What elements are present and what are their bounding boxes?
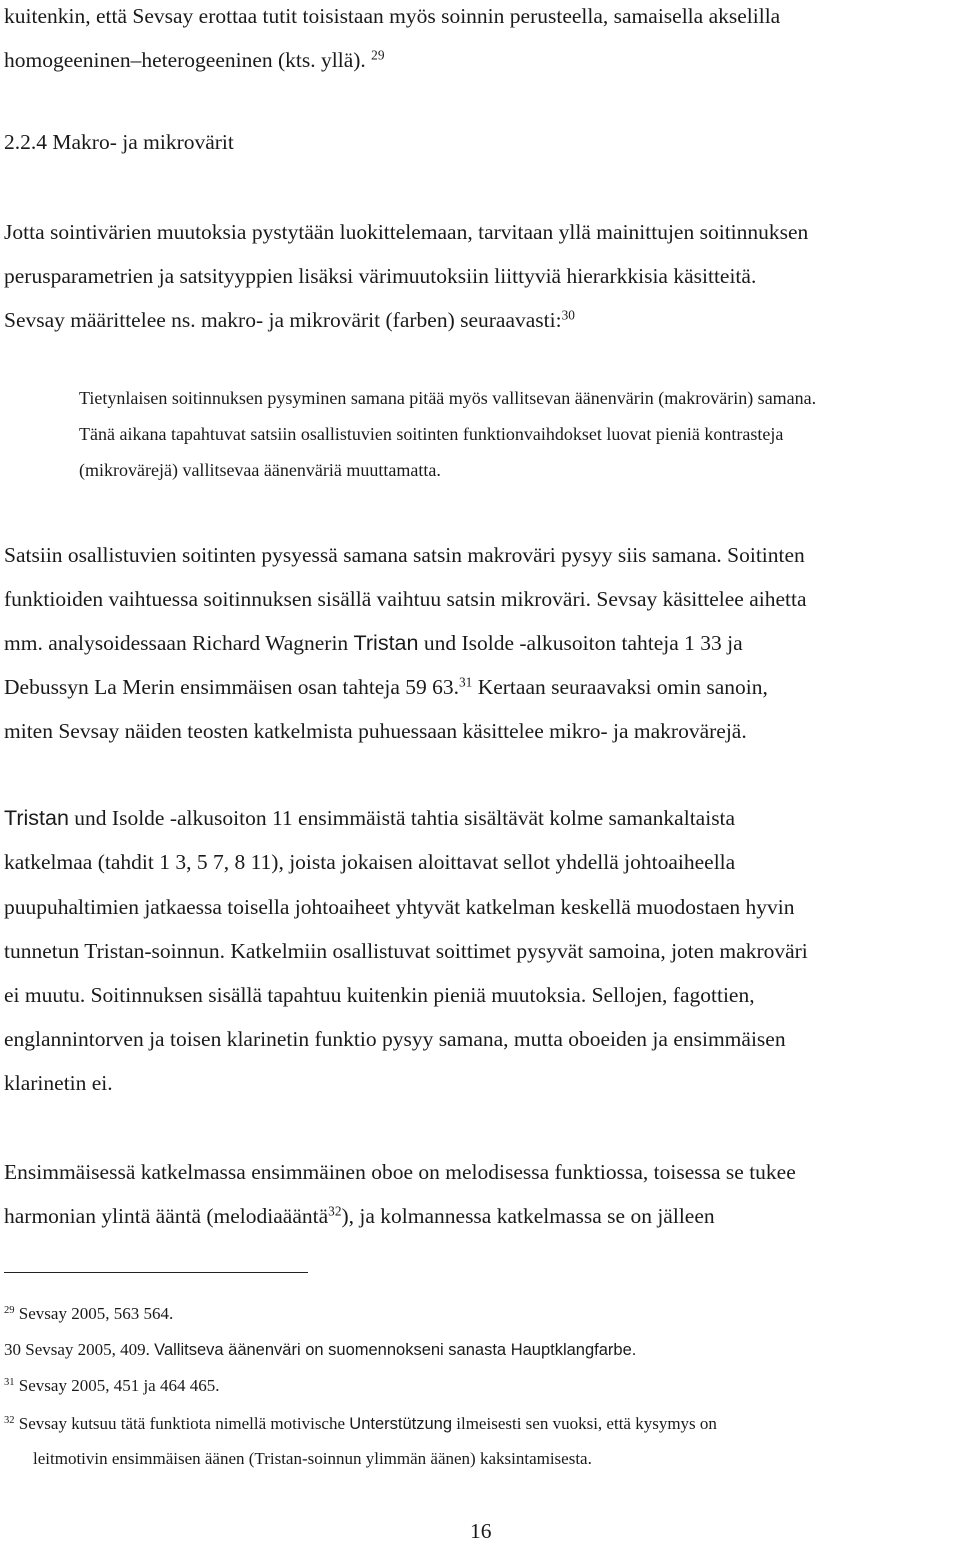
paragraph-3-line-4: tunnetun Tristan-soinnun. Katkelmiin osallistuvat soittimet pysyvät samoina, joten makroväri — [4, 939, 808, 963]
paragraph-4-line-1: Ensimmäisessä katkelmassa ensimmäinen oboe on melodisessa funktiossa, toisessa se tukee — [4, 1160, 796, 1184]
page-number: 16 — [470, 1519, 492, 1543]
paragraph-2-line-2: funktioiden vaihtuessa soitinnuksen sisällä vaihtuu satsin mikroväri. Sevsay käsittelee aihetta — [4, 587, 807, 611]
block-quote-line-2: Tänä aikana tapahtuvat satsiin osallistuvien soitinten funktionvaihdokset luovat pieniä kontrasteja — [79, 424, 784, 444]
paragraph-3-line-1: Tristan und Isolde -alkusoiton 11 ensimmäistä tahtia sisältävät kolme samankaltaista — [4, 806, 736, 830]
paragraph-3-line-7: klarinetin ei. — [4, 1071, 113, 1095]
footnote-32: $^{32}$ Sevsay kutsuu tätä funktiota nimellä motivische Unterstützung ilmeisesti sen vuoksi, että kysymys on — [4, 1414, 717, 1433]
paragraph-3-line-3: puupuhaltimien jatkaessa toisella johtoaiheet yhtyvät katkelman keskellä muodostaen hyvin — [4, 895, 795, 919]
paragraph-2-line-1: Satsiin osallistuvien soitinten pysyessä samana satsin makroväri pysyy siis samana. Soitinten — [4, 543, 805, 567]
intro-line-1: kuitenkin, että Sevsay erottaa tutit toisistaan myös soinnin perusteella, samaisella akselilla — [4, 4, 781, 28]
footnote-separator — [4, 1272, 308, 1273]
footnote-30: 30 Sevsay 2005, 409. Vallitseva äänenväri on suomennokseni sanasta Hauptklangfarbe. — [4, 1340, 637, 1359]
paragraph-1-line-3: Sevsay määrittelee ns. makro- ja mikrovärit (farben) seuraavasti:$^{30}$ — [4, 307, 575, 332]
work-title-tristan: Tristan — [353, 631, 419, 655]
section-heading: 2.2.4 Makro- ja mikrovärit — [4, 130, 234, 154]
footnote-29: $^{29}$ Sevsay 2005, 563 564. — [4, 1304, 174, 1323]
footnote-31: $^{31}$ Sevsay 2005, 451 ja 464 465. — [4, 1376, 220, 1395]
work-title-tristan: Tristan — [4, 806, 69, 830]
footnote-ref-32[interactable]: 32 — [328, 1203, 342, 1219]
paragraph-1-line-2: perusparametrien ja satsityyppien lisäksi värimuutoksiin liittyviä hierarkkisia käsitteitä. — [4, 264, 757, 288]
paragraph-2-line-4: Debussyn La Merin ensimmäisen osan tahteja 59 63.31 Kertaan seuraavaksi omin sanoin, — [4, 674, 768, 699]
paragraph-4-line-2: harmonian ylintä ääntä (melodiaääntä$^{32}$), ja kolmannessa katkelmassa se on jälleen — [4, 1203, 715, 1228]
footnote-ref-31[interactable]: 31 — [459, 674, 473, 690]
block-quote-line-3: (mikrovärejä) vallitsevaa äänenväriä muuttamatta. — [79, 460, 441, 480]
intro-line-2: homogeeninen–heterogeeninen (kts. yllä). $^{29}$ — [4, 47, 385, 72]
paragraph-3-line-6: englannintorven ja toisen klarinetin funktio pysyy samana, mutta oboeiden ja ensimmäisen — [4, 1027, 786, 1051]
paragraph-2-line-3: mm. analysoidessaan Richard Wagnerin Tristan und Isolde -alkusoiton tahteja 1 33 ja — [4, 631, 743, 655]
block-quote-line-1: Tietynlaisen soitinnuksen pysyminen samana pitää myös vallitsevan äänenvärin (makrovärin) samana. — [79, 388, 817, 408]
paragraph-1-line-1: Jotta sointivärien muutoksia pystytään luokittelemaan, tarvitaan yllä mainittujen soitinnuksen — [4, 220, 809, 244]
footnote-ref-29[interactable]: 29 — [371, 47, 385, 63]
paragraph-2-line-5: miten Sevsay näiden teosten katkelmista puhuessaan käsittelee mikro- ja makrovärejä. — [4, 719, 747, 743]
paragraph-3-line-5: ei muutu. Soitinnuksen sisällä tapahtuu kuitenkin pieniä muutoksia. Sellojen, fagottien, — [4, 983, 755, 1007]
paragraph-3-line-2: katkelmaa (tahdit 1 3, 5 7, 8 11), joista jokaisen aloittavat sellot yhdellä johtoaiheella — [4, 850, 736, 874]
footnote-32-line-2: leitmotivin ensimmäisen äänen (Tristan-soinnun ylimmän äänen) kaksintamisesta. — [33, 1449, 592, 1468]
footnote-ref-30[interactable]: 30 — [561, 307, 575, 323]
